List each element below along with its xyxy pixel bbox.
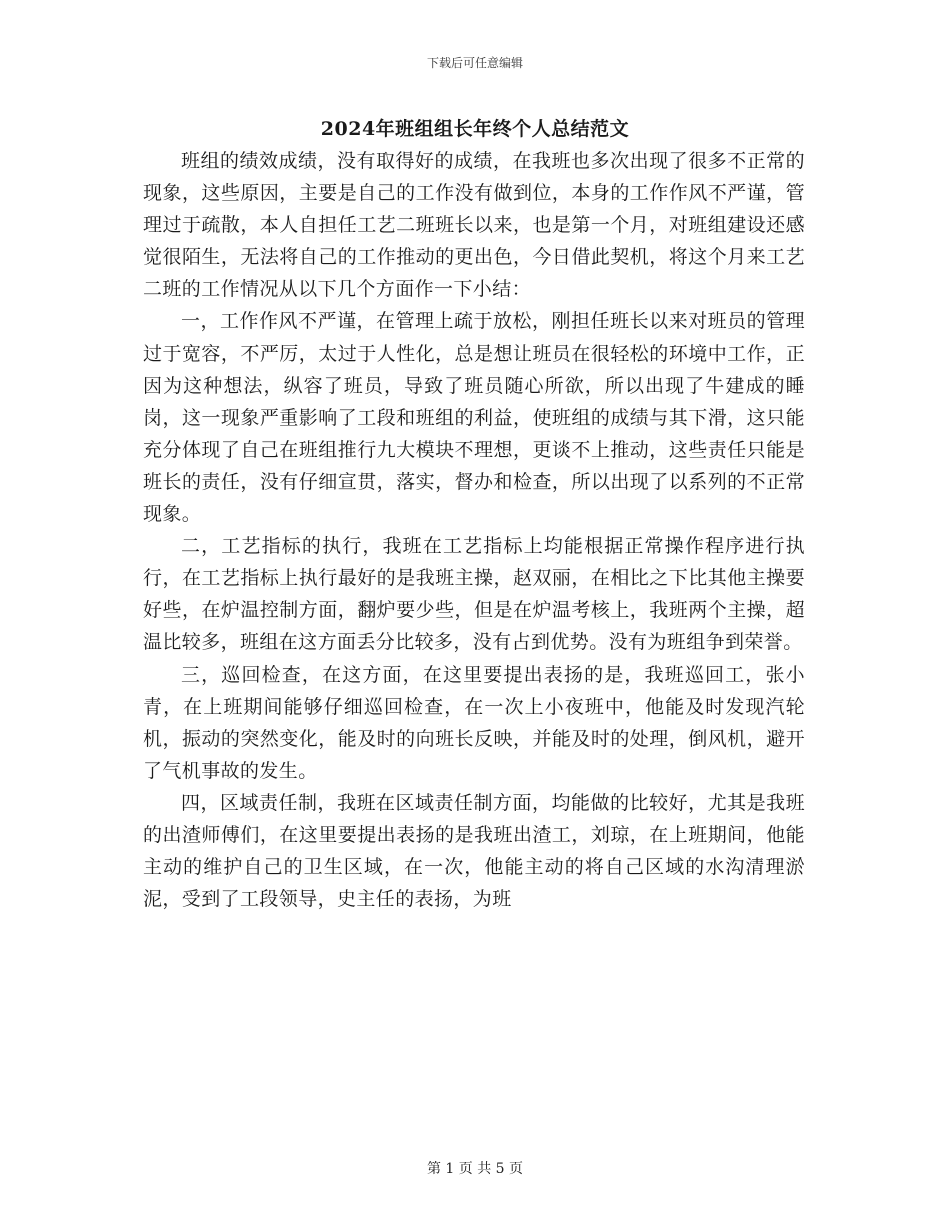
document-title: 2024年班组组长年终个人总结范文	[320, 118, 630, 140]
page-number: 第 1 页 共 5 页	[426, 1161, 524, 1177]
paragraph-inspection: 三，巡回检查，在这方面，在这里要提出表扬的是，我班巡回工，张小青，在上班期间能够仔细巡回检查，在一次上小夜班中，他能及时发现汽轮机，振动的突然变化，能及时的向班长反映，并能及时的处理，倒风机，避开了气机事故的发生。	[143, 663, 805, 782]
paragraph-work-style: 一，工作作风不严谨，在管理上疏于放松，刚担任班长以来对班员的管理过于宽容，不严厉，太过于人性化，总是想让班员在很轻松的环境中工作，正因为这种想法，纵容了班员，导致了班员随心所欲，所以出现了牛建成的睡岗，这一现象严重影响了工段和班组的利益，使班组的成绩与其下滑，这只能充分体现了自己在班组推行九大模块不理想，更谈不上推动，这些责任只能是班长的责任，没有仔细宣贯，落实，督办和检查，所以出现了以系列的不正常现象。	[143, 310, 805, 526]
document-body	[143, 145, 805, 915]
paragraph-process-indicators: 二，工艺指标的执行，我班在工艺指标上均能根据正常操作程序进行执行，在工艺指标上执行最好的是我班主操，赵双丽，在相比之下比其他主操要好些，在炉温控制方面，翻炉要少些，但是在炉温考核上，我班两个主操，超温比较多，班组在这方面丢分比较多，没有占到优势。没有为班组争到荣誉。	[143, 535, 805, 654]
header-note: 下载后可任意编辑	[426, 56, 523, 70]
paragraph-area-responsibility: 四，区域责任制，我班在区域责任制方面，均能做的比较好，尤其是我班的出渣师傅们，在这里要提出表扬的是我班出渣工，刘琼，在上班期间，他能主动的维护自己的卫生区域，在一次，他能主动的将自己区域的水沟清理淤泥，受到了工段领导，史主任的表扬，为班	[143, 791, 805, 911]
paragraph-intro: 班组的绩效成绩，没有取得好的成绩，在我班也多次出现了很多不正常的现象，这些原因，主要是自己的工作没有做到位，本身的工作作风不严谨，管理过于疏散，本人自担任工艺二班班长以来，也是第一个月，对班组建设还感觉很陌生，无法将自己的工作推动的更出色，今日借此契机，将这个月来工艺二班的工作情况从以下几个方面作一下小结：	[143, 150, 805, 301]
